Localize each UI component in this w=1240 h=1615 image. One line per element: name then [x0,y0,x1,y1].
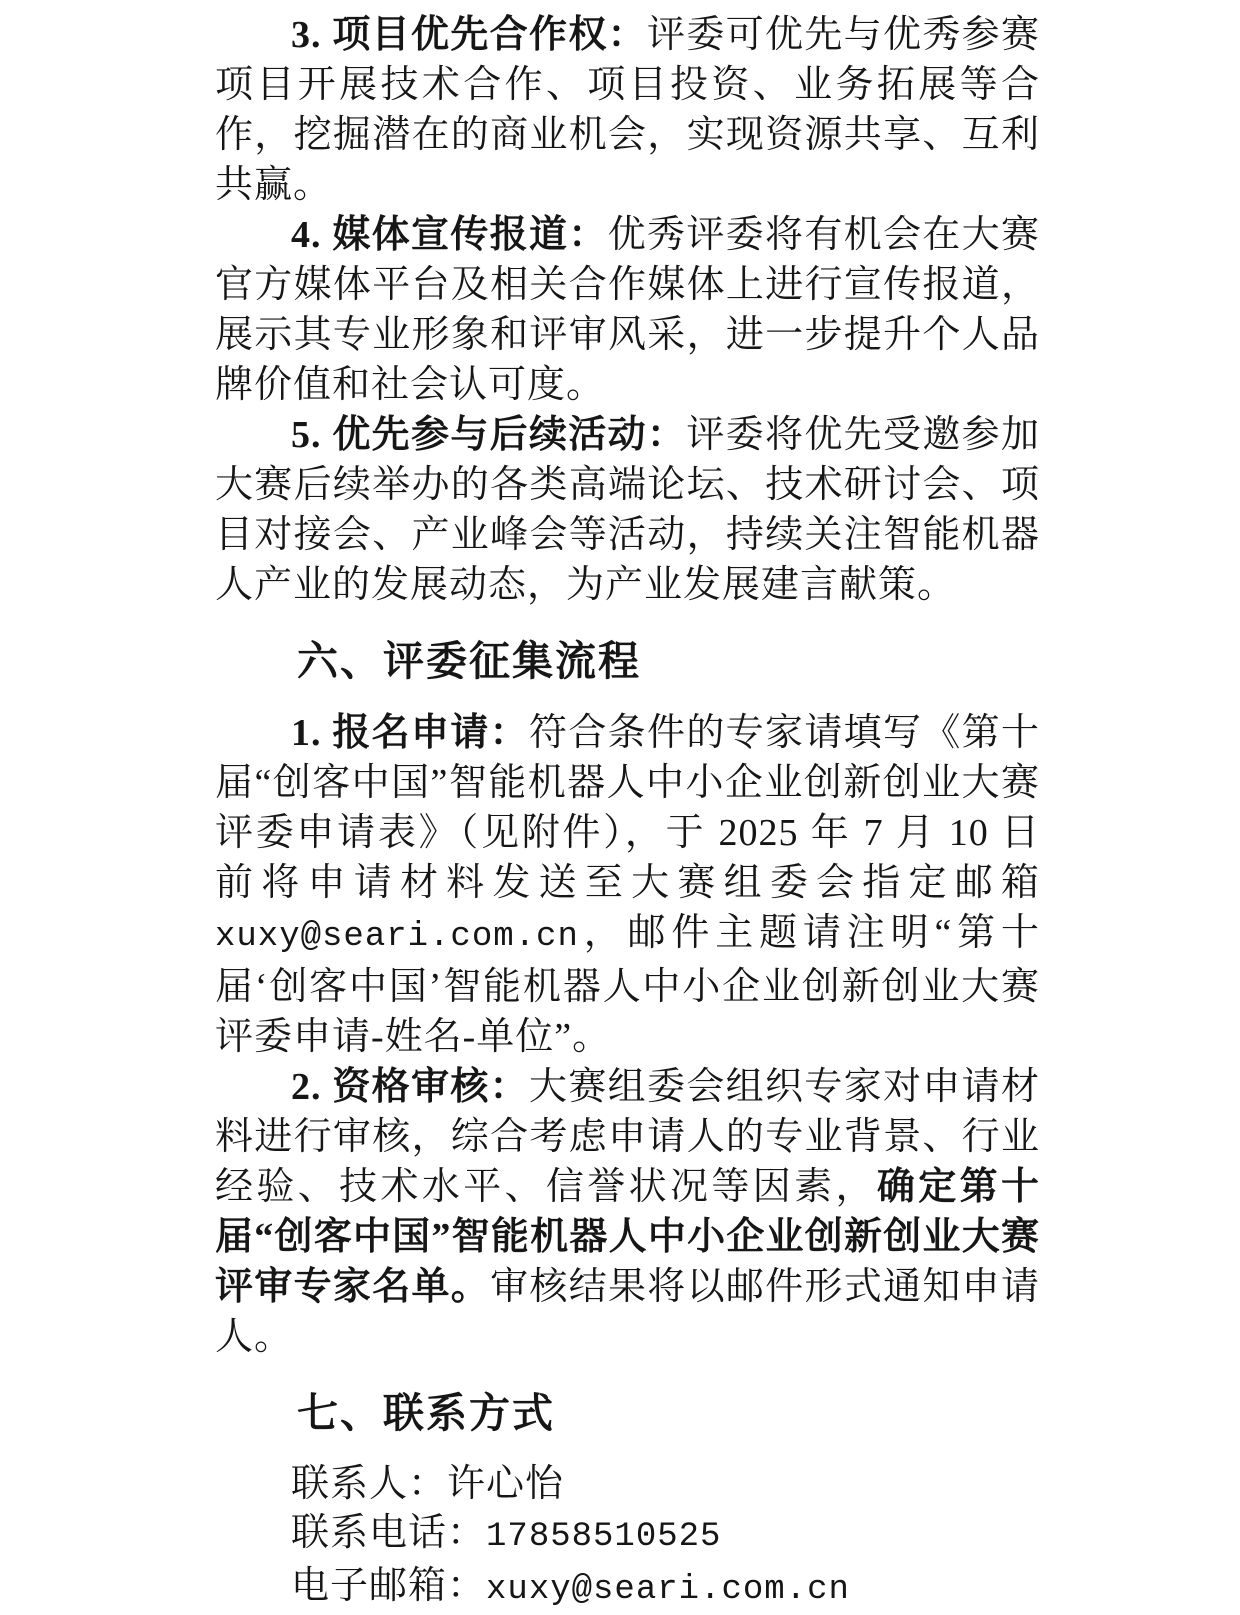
section-heading-process: 六、评委征集流程 [297,638,641,684]
paragraph-text: 大赛组委会组织专家对申请材料进行审核，综合考虑申请人的专业背景、行业经验、技术水平、信誉状况等因素， [215,1066,1040,1208]
paragraph-application [215,708,1040,1062]
paragraph-lead: 1. 报名申请： [291,712,529,754]
paragraph-text: 优秀评委将有机会在大赛官方媒体平台及相关合作媒体上进行宣传报道，展示其专业形象和评审风采，进一步提升个人品牌价值和社会认可度。 [215,214,1040,406]
contact-person-value: 许心怡 [447,1463,565,1505]
paragraph-lead: 3. 项目优先合作权： [291,14,647,56]
section-heading-contact: 七、联系方式 [297,1390,555,1436]
contact-email-value: xuxy@seari.com.cn [486,1571,850,1609]
paragraph-lead: 4. 媒体宣传报道： [291,214,608,256]
paragraph-text: 符合条件的专家请填写《第十届“创客中国”智能机器人中小企业创新创业大赛评委申请表》（见附件），于 2025 年 7 月 10 日前将申请材料发送至大赛组委会指定邮箱 [215,712,1040,904]
expert-list-bold-run: 确定第十届“创客中国”智能机器人中小企业创新创业大赛评审专家名单。 [215,1166,1040,1308]
contact-phone-value: 17858510525 [486,1518,722,1556]
paragraph-lead: 2. 资格审核： [291,1066,529,1108]
contact-phone-label: 联系电话： [291,1512,487,1554]
paragraph-qualification-review [215,1062,1040,1362]
paragraph-text: ，邮件主题请注明“第十届‘创客中国’智能机器人中小企业创新创业大赛评委申请-姓名-单位”。 [215,912,1040,1058]
contact-person-row [215,1460,1040,1509]
paragraph-text: 评委可优先与优秀参赛项目开展技术合作、项目投资、业务拓展等合作，挖掘潜在的商业机会，实现资源共享、互利共赢。 [215,14,1040,206]
paragraph-media-coverage [215,210,1040,410]
paragraph-lead: 5. 优先参与后续活动： [291,414,687,456]
contact-email-label: 电子邮箱： [291,1565,487,1607]
contact-phone-row [215,1509,1040,1562]
email-address: xuxy@seari.com.cn [215,918,579,956]
paragraph-project-cooperation [215,10,1040,210]
paragraph-text: 审核结果将以邮件形式通知申请人。 [215,1266,1040,1358]
contact-person-label: 联系人： [291,1463,448,1505]
paragraph-followup-activities [215,410,1040,610]
paragraph-text: 评委将优先受邀参加大赛后续举办的各类高端论坛、技术研讨会、项目对接会、产业峰会等活动，持续关注智能机器人产业的发展动态，为产业发展建言献策。 [215,414,1040,606]
contact-email-row [215,1562,1040,1615]
